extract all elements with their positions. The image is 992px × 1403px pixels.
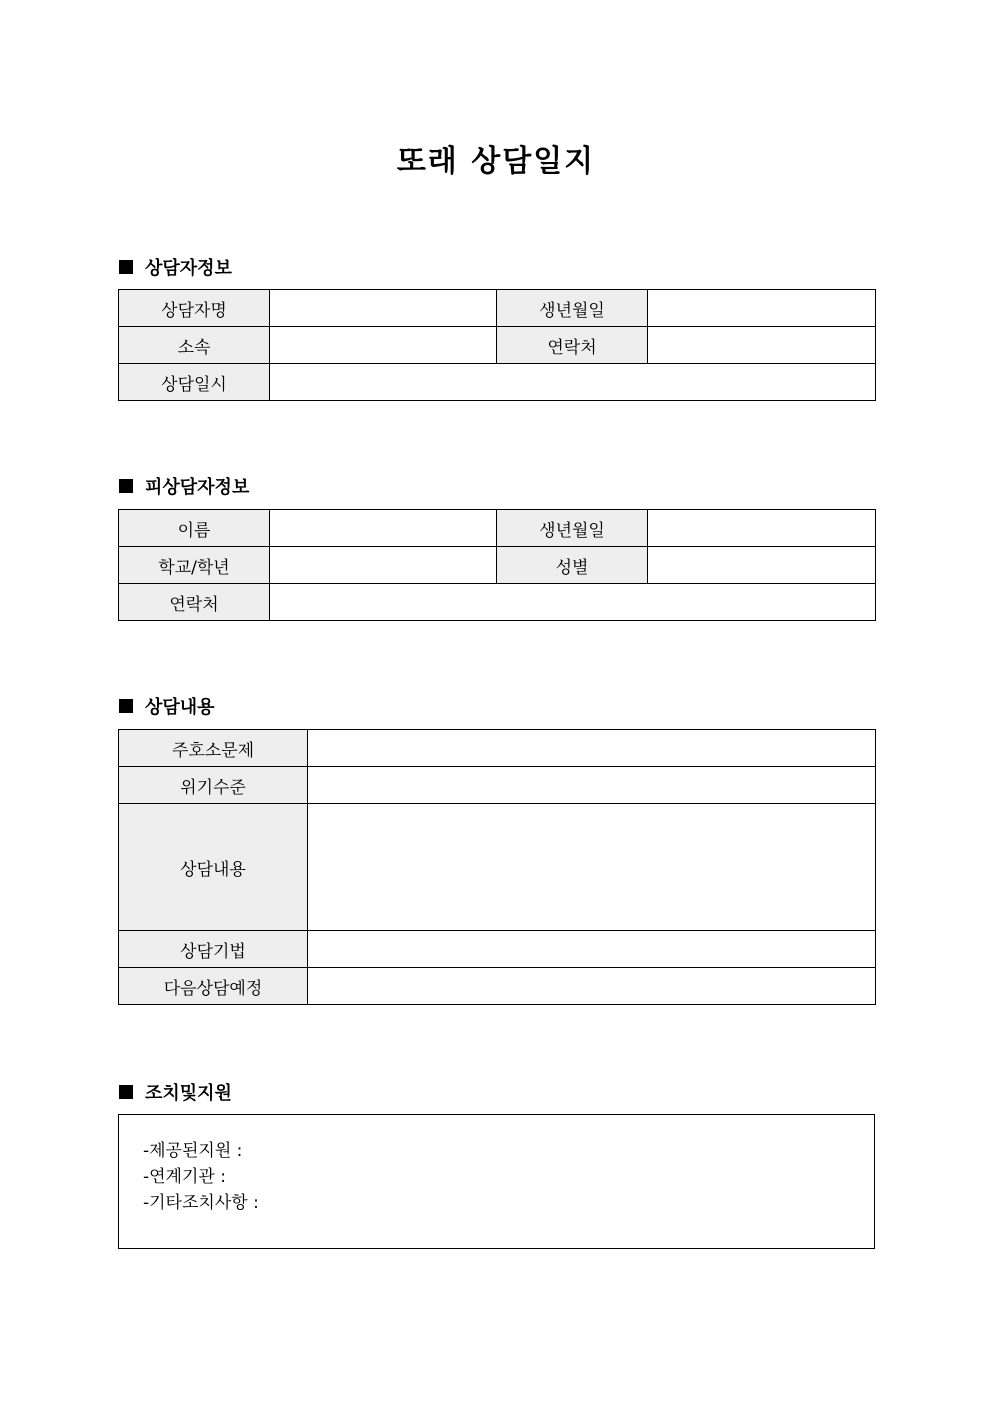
main-complaint-field[interactable]	[308, 730, 876, 767]
section-title: 상담자정보	[145, 258, 232, 279]
table-row	[119, 547, 876, 584]
session-datetime-field[interactable]	[270, 364, 876, 401]
client-birthdate-field[interactable]	[648, 510, 876, 547]
square-bullet-icon	[119, 479, 133, 493]
section-title: 피상담자정보	[145, 477, 250, 498]
crisis-level-field[interactable]	[308, 767, 876, 804]
label-counselor-affiliation: 소속	[119, 327, 270, 364]
label-client-contact: 연락처	[119, 584, 270, 621]
section-heading-content	[119, 693, 215, 719]
table-row	[119, 931, 876, 968]
table-row	[119, 767, 876, 804]
label-client-name: 이름	[119, 510, 270, 547]
square-bullet-icon	[119, 260, 133, 274]
counselor-name-field[interactable]	[270, 290, 497, 327]
section-heading-counselor	[119, 254, 232, 280]
other-actions-line: -기타조치사항 :	[143, 1193, 259, 1213]
label-school-grade: 학교/학년	[119, 547, 270, 584]
label-counseling-technique: 상담기법	[119, 931, 308, 968]
counselor-birthdate-field[interactable]	[648, 290, 876, 327]
section-title: 상담내용	[145, 697, 215, 718]
client-info-table	[118, 509, 876, 621]
label-crisis-level: 위기수준	[119, 767, 308, 804]
actions-notes-box[interactable]	[118, 1114, 875, 1249]
counselor-contact-field[interactable]	[648, 327, 876, 364]
label-counselor-name: 상담자명	[119, 290, 270, 327]
section-heading-client	[119, 473, 249, 499]
section-title: 조치및지원	[145, 1083, 232, 1104]
label-counselor-birthdate: 생년월일	[497, 290, 648, 327]
table-row	[119, 327, 876, 364]
table-row	[119, 510, 876, 547]
table-row	[119, 290, 876, 327]
document-title: 또래 상담일지	[396, 144, 596, 179]
square-bullet-icon	[119, 1085, 133, 1099]
counselor-info-table	[118, 289, 876, 401]
table-row	[119, 730, 876, 767]
support-provided-line: -제공된지원 :	[143, 1141, 243, 1161]
label-client-birthdate: 생년월일	[497, 510, 648, 547]
next-session-field[interactable]	[308, 968, 876, 1005]
table-row	[119, 584, 876, 621]
table-row	[119, 804, 876, 931]
linked-agency-line: -연계기관 :	[143, 1167, 226, 1187]
table-row	[119, 968, 876, 1005]
counseling-content-field[interactable]	[308, 804, 876, 931]
square-bullet-icon	[119, 699, 133, 713]
label-main-complaint: 주호소문제	[119, 730, 308, 767]
counseling-technique-field[interactable]	[308, 931, 876, 968]
label-next-session: 다음상담예정	[119, 968, 308, 1005]
school-grade-field[interactable]	[270, 547, 497, 584]
label-counseling-content: 상담내용	[119, 804, 308, 931]
table-row	[119, 364, 876, 401]
section-heading-actions	[119, 1079, 232, 1105]
counselor-affiliation-field[interactable]	[270, 327, 497, 364]
counseling-content-table	[118, 729, 876, 1005]
client-name-field[interactable]	[270, 510, 497, 547]
client-contact-field[interactable]	[270, 584, 876, 621]
label-counselor-contact: 연락처	[497, 327, 648, 364]
label-gender: 성별	[497, 547, 648, 584]
gender-field[interactable]	[648, 547, 876, 584]
label-session-datetime: 상담일시	[119, 364, 270, 401]
